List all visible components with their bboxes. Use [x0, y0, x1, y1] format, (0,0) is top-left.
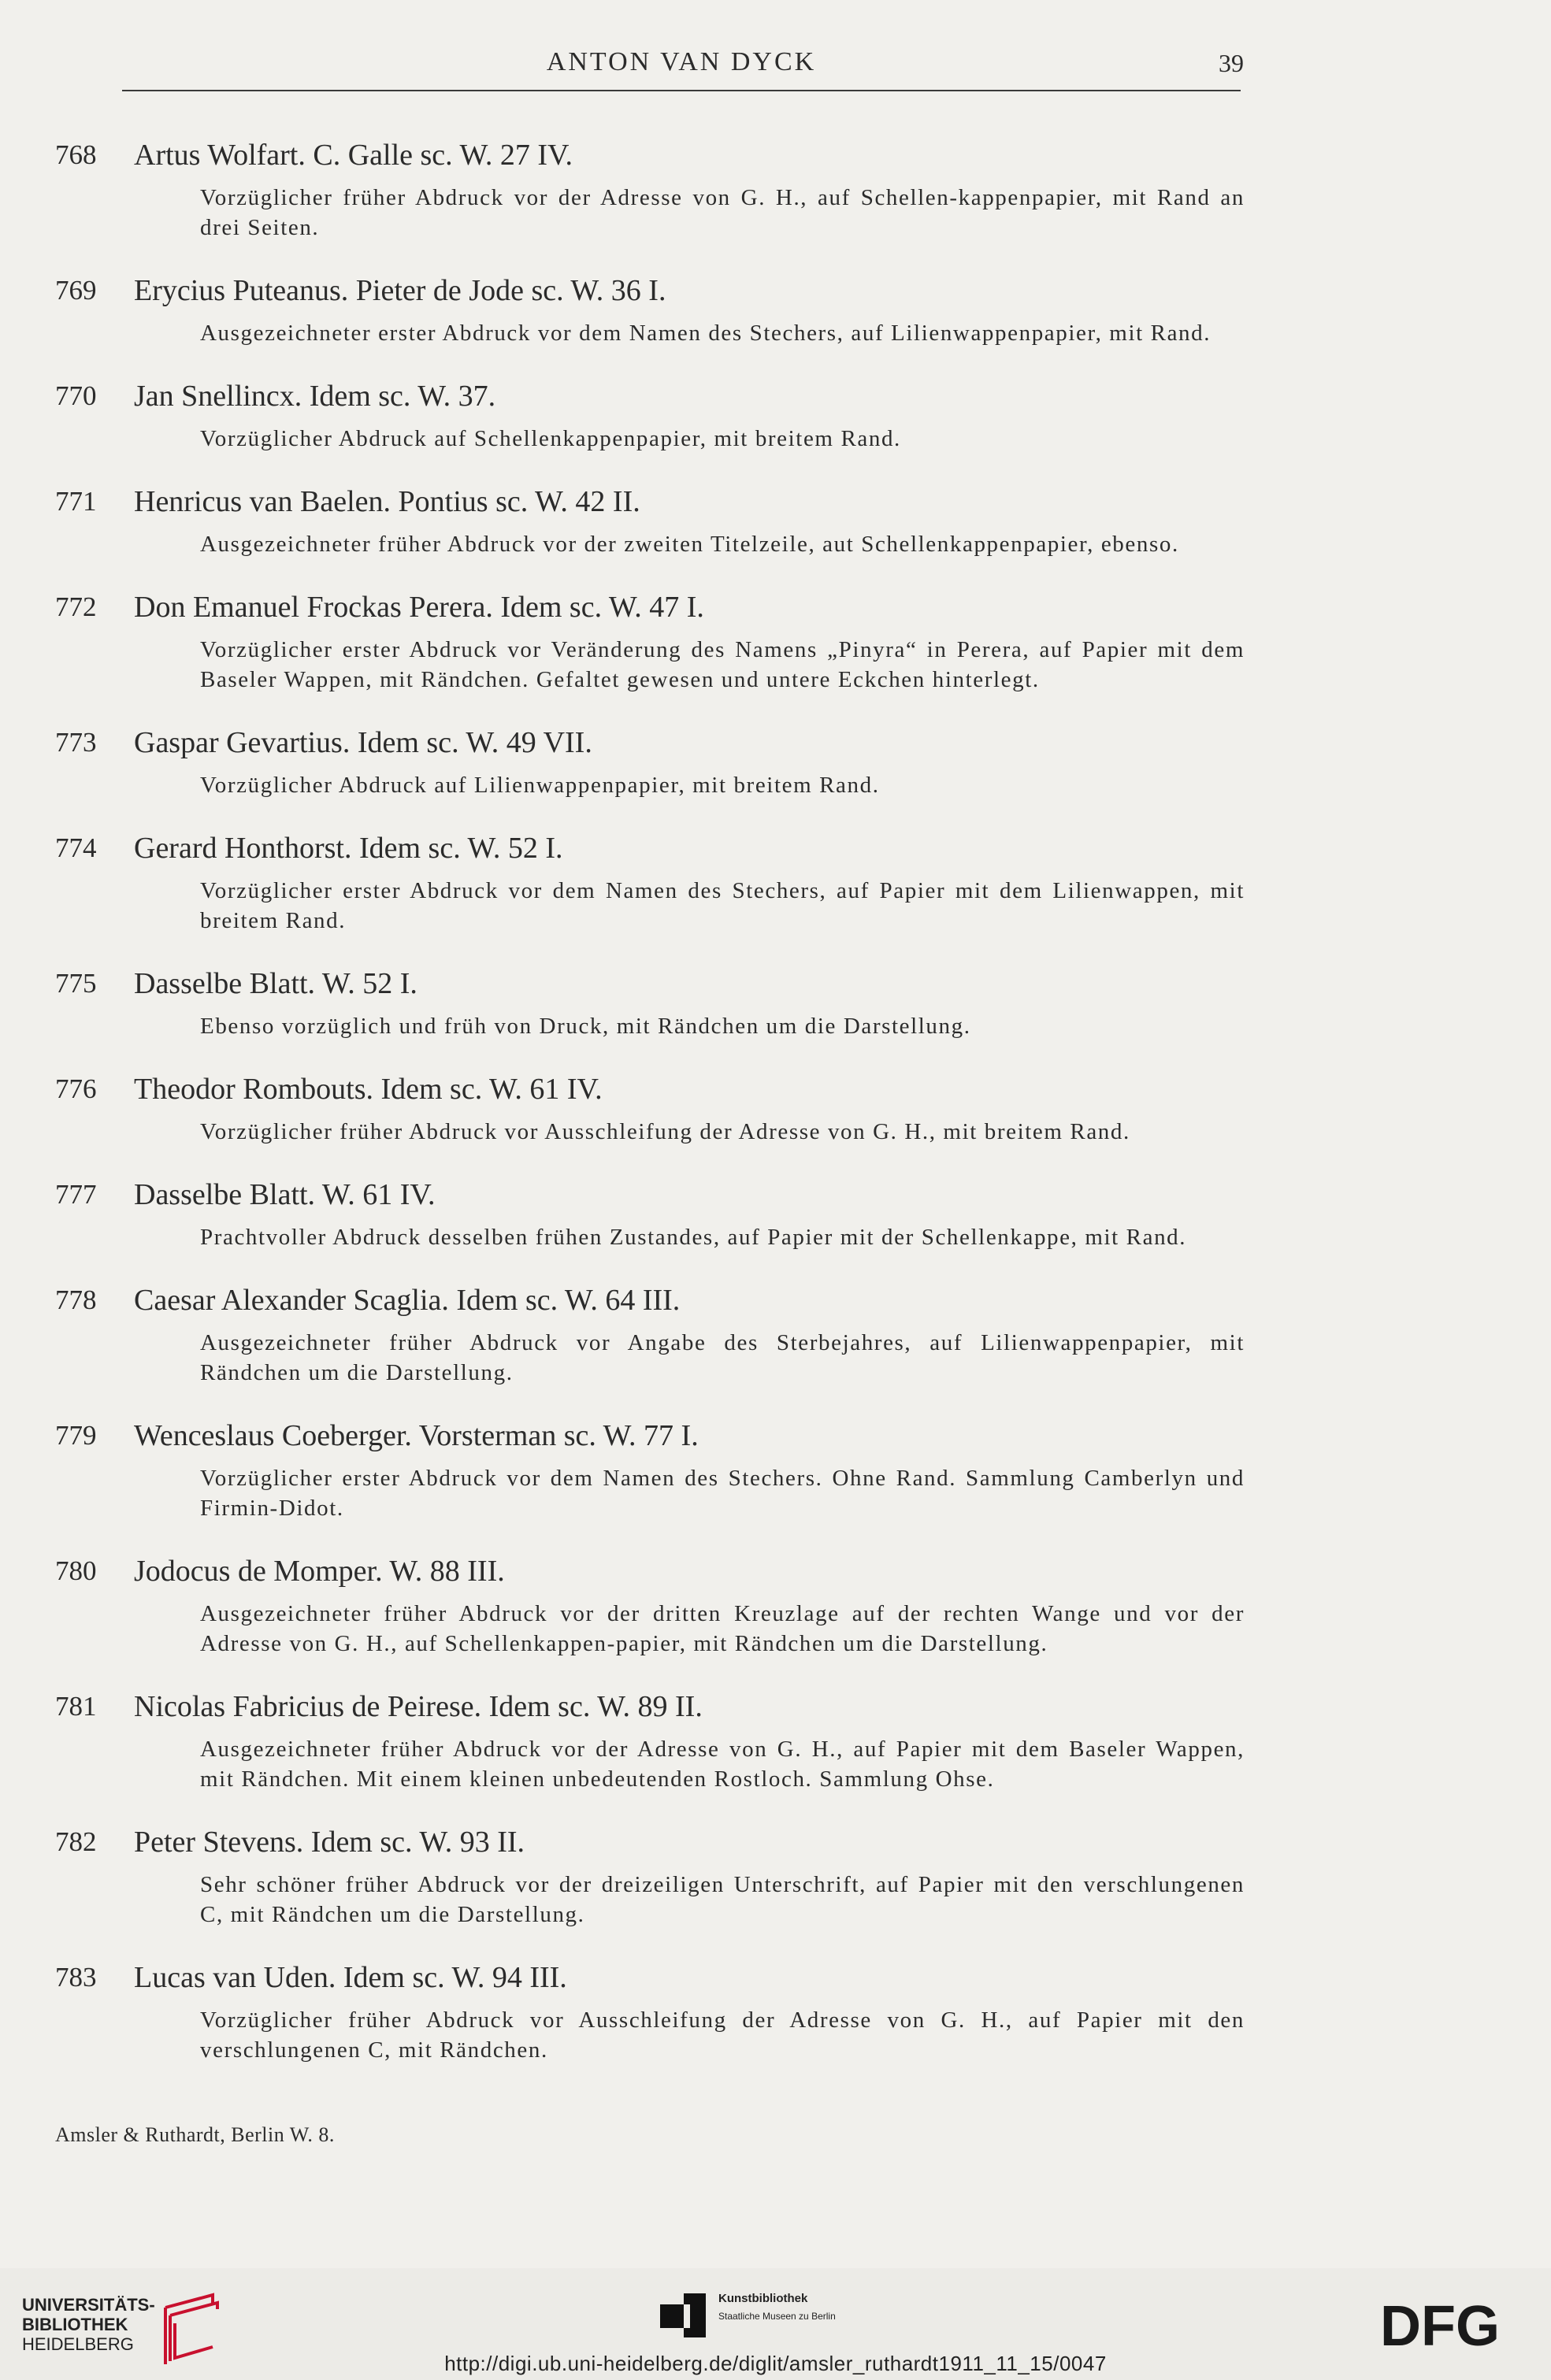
entry-description: Ausgezeichneter früher Abdruck vor der zweiten Titelzeile, aut Schellenkappenpapier, ebenso.: [200, 532, 1179, 557]
entry-description: Ausgezeichneter früher Abdruck vor Angabe des Sterbejahres, auf Lilienwappenpapier, mit Rändchen um die Darstellung.: [200, 1330, 1245, 1385]
entry-title: Nicolas Fabricius de Peirese. Idem sc. W. 89 II.: [134, 1690, 703, 1723]
entry-description: Vorzüglicher früher Abdruck vor Ausschleifung der Adresse von G. H., auf Papier mit den verschlungenen C, mit Rändchen.: [200, 2007, 1245, 2063]
catalogue-entry: [55, 271, 1245, 348]
entry-title: Dasselbe Blatt. W. 52 I.: [134, 967, 417, 1000]
entry-title: Don Emanuel Frockas Perera. Idem sc. W. 47 I.: [134, 591, 704, 624]
entry-description: Vorzüglicher erster Abdruck vor Veränderung des Namens „Pinyra“ in Perera, auf Papier mit dem Baseler Wappen, mit Rändchen. Gefaltet gewesen und untere Eckchen hinterlegt.: [200, 637, 1245, 692]
page-number: 39: [1219, 49, 1244, 77]
entry-title: Lucas van Uden. Idem sc. W. 94 III.: [134, 1961, 567, 1994]
catalogue-entry: [55, 482, 1245, 559]
ub-logo-line3: HEIDELBERG: [22, 2334, 134, 2354]
permalink-url[interactable]: http://digi.ub.uni-heidelberg.de/diglit/amsler_ruthardt1911_11_15/0047: [444, 2352, 1107, 2375]
entry-heading: [55, 1070, 1245, 1109]
entry-title: Erycius Puteanus. Pieter de Jode sc. W. 36 I.: [134, 274, 666, 307]
entry-heading: [55, 829, 1245, 868]
kunstbibliothek-subtitle: Staatliche Museen zu Berlin: [718, 2311, 836, 2322]
catalogue-entry: [55, 1958, 1245, 2065]
entry-heading: [55, 964, 1245, 1003]
catalogue-entry: [55, 964, 1245, 1041]
entry-title: Artus Wolfart. C. Galle sc. W. 27 IV.: [134, 139, 573, 172]
entry-description: Vorzüglicher erster Abdruck vor dem Namen des Stechers. Ohne Rand. Sammlung Camberlyn und Firmin-Didot.: [200, 1466, 1245, 1521]
entry-heading: [55, 376, 1245, 416]
running-title: ANTON VAN DYCK: [546, 47, 817, 76]
entry-heading: [55, 723, 1245, 762]
catalogue-entry: [55, 588, 1245, 695]
entry-title: Gerard Honthorst. Idem sc. W. 52 I.: [134, 832, 563, 865]
entry-number: 781: [55, 1691, 97, 1722]
entry-description: Vorzüglicher früher Abdruck vor der Adresse von G. H., auf Schellen-kappenpapier, mit Rand an drei Seiten.: [200, 185, 1245, 240]
entry-heading: [55, 588, 1245, 627]
catalogue-entry: [55, 1175, 1245, 1252]
catalogue-entry: [55, 1551, 1245, 1659]
kunstbibliothek-logo[interactable]: [660, 2287, 928, 2350]
entry-heading: [55, 1175, 1245, 1214]
kunstbibliothek-name: Kunstbibliothek: [718, 2292, 808, 2305]
entry-title: Peter Stevens. Idem sc. W. 93 II.: [134, 1826, 525, 1859]
entry-description: Vorzüglicher erster Abdruck vor dem Namen des Stechers, auf Papier mit dem Lilienwappen, mit breitem Rand.: [200, 878, 1245, 933]
entry-title: Jan Snellincx. Idem sc. W. 37.: [134, 380, 496, 413]
catalogue-entry: [55, 135, 1245, 243]
kunstbibliothek-mark-icon: [660, 2293, 706, 2337]
ub-logo-line1: UNIVERSITÄTS-: [22, 2295, 155, 2315]
entry-number: 771: [55, 486, 97, 517]
catalogue-entry: [55, 1687, 1245, 1794]
entry-number: 778: [55, 1285, 97, 1315]
dfg-logo[interactable]: [1380, 2300, 1530, 2352]
entry-number: 772: [55, 591, 97, 622]
entry-heading: [55, 482, 1245, 521]
entry-heading: [55, 271, 1245, 310]
entry-heading: [55, 135, 1245, 175]
publisher-imprint: Amsler & Ruthardt, Berlin W. 8.: [55, 2123, 335, 2146]
entry-title: Wenceslaus Coeberger. Vorsterman sc. W. 77 I.: [134, 1419, 699, 1452]
entry-description: Ausgezeichneter früher Abdruck vor der dritten Kreuzlage auf der rechten Wange und vor der Adresse von G. H., auf Schellenkappen-papier, mit Rändchen um die Darstellung.: [200, 1601, 1245, 1656]
entry-number: 774: [55, 832, 97, 863]
entry-title: Dasselbe Blatt. W. 61 IV.: [134, 1178, 436, 1211]
entry-heading: [55, 1687, 1245, 1726]
dfg-logo-text: DFG: [1380, 2300, 1500, 2352]
entry-heading: [55, 1958, 1245, 1997]
entry-number: 779: [55, 1420, 97, 1451]
viewer-footer-bar: [0, 2268, 1551, 2380]
entry-title: Caesar Alexander Scaglia. Idem sc. W. 64 III.: [134, 1284, 681, 1317]
catalogue-entry: [55, 723, 1245, 800]
catalogue-entry: [55, 1416, 1245, 1523]
entry-number: 777: [55, 1179, 97, 1210]
catalogue-entry: [55, 1281, 1245, 1388]
entry-number: 783: [55, 1962, 97, 1993]
entry-heading: [55, 1822, 1245, 1862]
entry-title: Theodor Rombouts. Idem sc. W. 61 IV.: [134, 1073, 603, 1106]
entry-description: Prachtvoller Abdruck desselben frühen Zustandes, auf Papier mit der Schellenkappe, mit Rand.: [200, 1225, 1187, 1250]
entry-description: Ausgezeichneter erster Abdruck vor dem Namen des Stechers, auf Lilienwappenpapier, mit Rand.: [200, 321, 1211, 346]
catalogue-entries: [55, 135, 1245, 2093]
entry-number: 776: [55, 1073, 97, 1104]
entry-heading: [55, 1416, 1245, 1455]
catalogue-entry: [55, 829, 1245, 936]
running-header: [122, 46, 1244, 91]
entry-number: 768: [55, 139, 97, 170]
entry-heading: [55, 1281, 1245, 1320]
entry-title: Jodocus de Momper. W. 88 III.: [134, 1555, 505, 1588]
catalogue-entry: [55, 376, 1245, 454]
entry-number: 769: [55, 275, 97, 306]
entry-title: Gaspar Gevartius. Idem sc. W. 49 VII.: [134, 726, 592, 759]
entry-description: Vorzüglicher Abdruck auf Lilienwappenpapier, mit breitem Rand.: [200, 773, 880, 798]
catalogue-entry: [55, 1070, 1245, 1147]
entry-number: 782: [55, 1826, 97, 1857]
entry-number: 780: [55, 1555, 97, 1586]
catalogue-entry: [55, 1822, 1245, 1930]
entry-description: Sehr schöner früher Abdruck vor der dreizeiligen Unterschrift, auf Papier mit den verschlungenen C, mit Rändchen um die Darstellung.: [200, 1872, 1245, 1927]
entry-heading: [55, 1551, 1245, 1591]
entry-number: 775: [55, 968, 97, 999]
ub-logo-line2: BIBLIOTHEK: [22, 2315, 128, 2334]
entry-number: 773: [55, 727, 97, 758]
entry-description: Vorzüglicher Abdruck auf Schellenkappenpapier, mit breitem Rand.: [200, 426, 901, 451]
entry-description: Ausgezeichneter früher Abdruck vor der Adresse von G. H., auf Papier mit dem Baseler Wappen, mit Rändchen. Mit einem kleinen unbedeutenden Rostloch. Sammlung Ohse.: [200, 1737, 1245, 1792]
entry-number: 770: [55, 380, 97, 411]
entry-description: Vorzüglicher früher Abdruck vor Ausschleifung der Adresse von G. H., mit breitem Rand.: [200, 1119, 1130, 1144]
entry-description: Ebenso vorzüglich und früh von Druck, mit Rändchen um die Darstellung.: [200, 1014, 971, 1039]
entry-title: Henricus van Baelen. Pontius sc. W. 42 II.: [134, 485, 640, 518]
